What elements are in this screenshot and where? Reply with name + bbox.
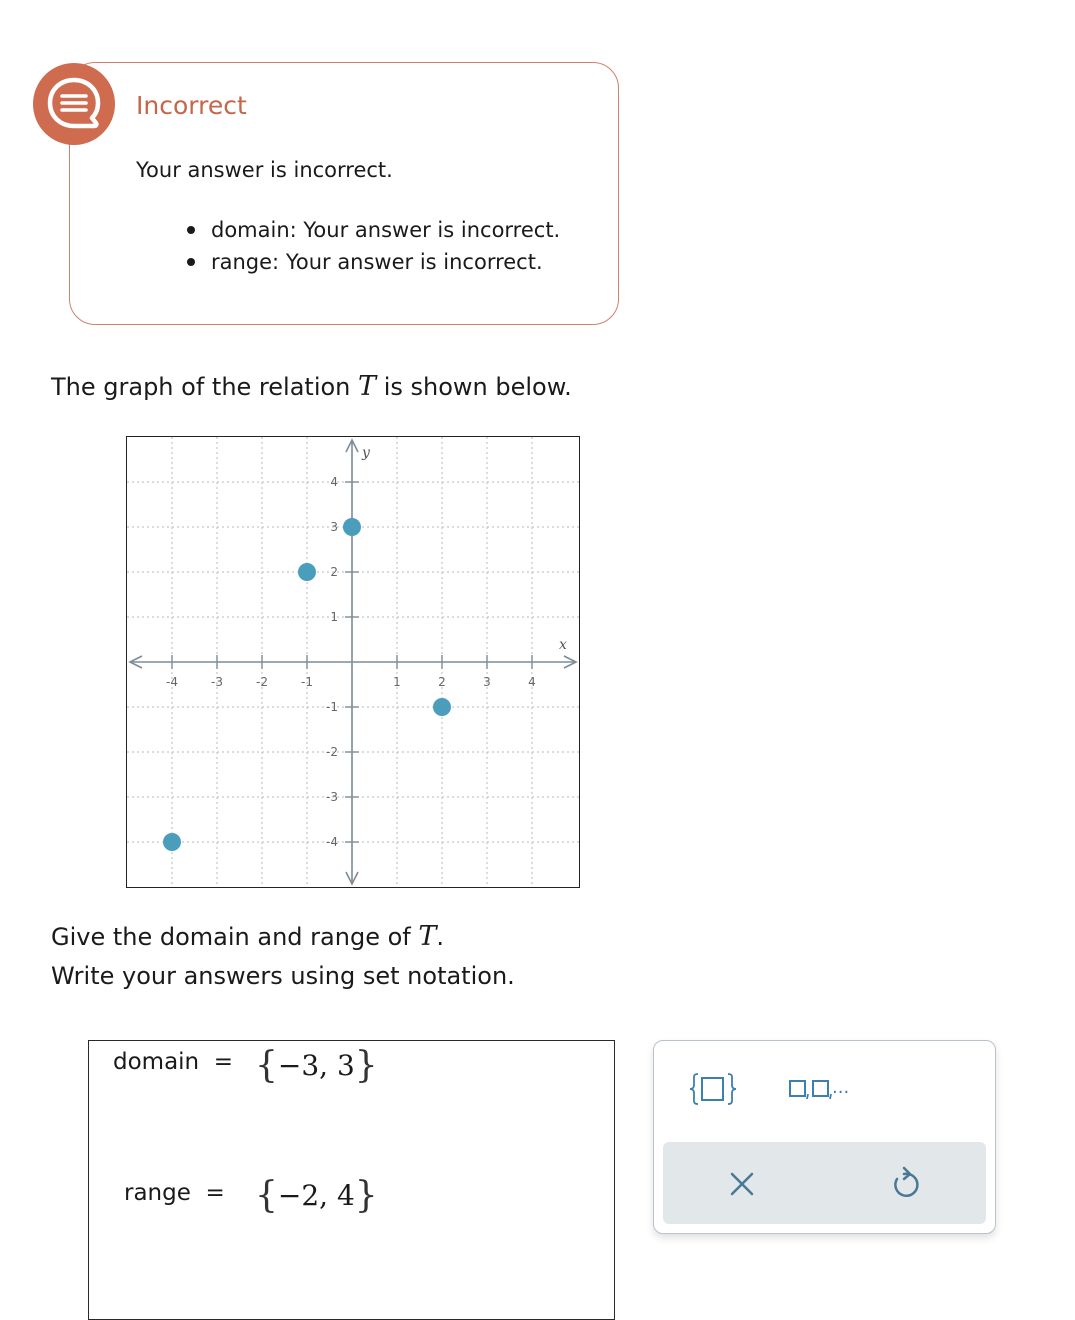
y-tick-label: -3 [326, 790, 338, 804]
close-icon [722, 1166, 762, 1202]
x-tick-label: 2 [438, 675, 446, 689]
range-close-brace: } [354, 1175, 378, 1216]
feedback-message: Your answer is incorrect. [136, 158, 393, 182]
domain-open-brace: { [255, 1045, 278, 1086]
data-point [298, 563, 316, 581]
undo-icon [884, 1166, 924, 1202]
domain-close-brace: } [354, 1045, 378, 1086]
y-tick-label: -2 [326, 745, 338, 759]
feedback-list [186, 214, 560, 278]
clear-button[interactable] [722, 1166, 762, 1202]
feedback-title: Incorrect [136, 91, 247, 120]
feedback-item-range: range: Your answer is incorrect. [186, 246, 560, 278]
range-label: range = [124, 1180, 225, 1206]
list-template-button[interactable] [788, 1077, 864, 1101]
y-tick-label: 2 [330, 565, 338, 579]
action-bar [663, 1142, 986, 1224]
data-point [433, 698, 451, 716]
chat-bubble-icon [33, 63, 115, 145]
x-axis-label: x [559, 637, 567, 653]
prompt-variable: T [418, 921, 437, 952]
data-point [163, 833, 181, 851]
x-tick-label: -4 [166, 675, 178, 689]
feedback-item-domain: domain: Your answer is incorrect. [186, 214, 560, 246]
domain-value: −3, 3 [277, 1049, 355, 1082]
set-template-button[interactable] [687, 1069, 739, 1109]
feedback-icon [33, 63, 115, 145]
x-tick-label: -3 [211, 675, 223, 689]
x-tick-label: -1 [301, 675, 313, 689]
relation-graph [126, 436, 580, 888]
range-open-brace: { [255, 1175, 278, 1216]
question-instruction: Write your answers using set notation. [51, 962, 515, 990]
intro-text-after: is shown below. [383, 373, 572, 401]
x-tick-label: 4 [528, 675, 536, 689]
set-braces-icon [687, 1069, 739, 1109]
range-value: −2, 4 [277, 1179, 355, 1212]
list-ellipsis: ... [832, 1077, 850, 1098]
question-prompt [51, 921, 444, 952]
y-tick-label: 1 [330, 610, 338, 624]
list-template-icon [788, 1077, 832, 1101]
undo-button[interactable] [884, 1166, 924, 1202]
x-tick-label: -2 [256, 675, 268, 689]
prompt-period: . [436, 923, 445, 951]
y-tick-label: -4 [326, 835, 338, 849]
answer-box[interactable] [88, 1040, 615, 1320]
domain-label: domain = [113, 1049, 234, 1075]
prompt-text: Give the domain and range of [51, 923, 411, 951]
y-axis-label: y [362, 445, 370, 461]
y-tick-label: -1 [326, 700, 338, 714]
x-tick-label: 3 [483, 675, 491, 689]
y-tick-label: 3 [330, 520, 338, 534]
domain-input[interactable] [255, 1043, 378, 1084]
y-tick-label: 4 [330, 475, 338, 489]
math-tool-panel [653, 1040, 996, 1234]
x-tick-label: 1 [393, 675, 401, 689]
range-input[interactable] [255, 1173, 378, 1214]
relation-variable: T [358, 371, 377, 402]
question-intro [51, 371, 572, 402]
data-point [343, 518, 361, 536]
intro-text-before: The graph of the relation [51, 373, 351, 401]
